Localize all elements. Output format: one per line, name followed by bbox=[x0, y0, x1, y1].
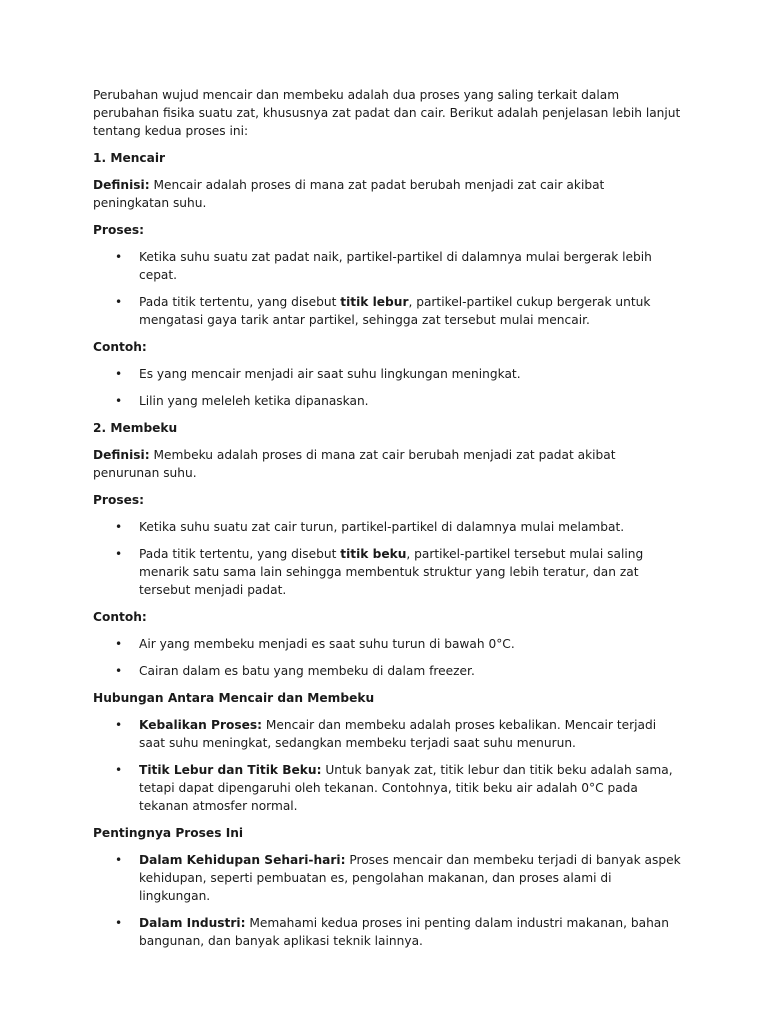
list-item: • Lilin yang meleleh ketika dipanaskan. bbox=[115, 394, 369, 408]
list-item: • Cairan dalam es batu yang membeku di dalam freezer. bbox=[115, 664, 475, 678]
contoh-label-mencair: Contoh: bbox=[93, 340, 147, 354]
list-item: • Kebalikan Proses: Mencair dan membeku adalah proses kebalikan. Mencair terjadi saat suhu meningkat, sedangkan membeku terjadi saat suhu menurun. bbox=[115, 718, 657, 750]
list-item: • Air yang membeku menjadi es saat suhu turun di bawah 0°C. bbox=[115, 637, 515, 651]
bullet-icon: • bbox=[115, 295, 123, 309]
pentingnya-list bbox=[93, 851, 683, 950]
proses-label-membeku: Proses: bbox=[93, 493, 144, 507]
proses-list-membeku bbox=[93, 518, 683, 599]
definition-label: Definisi: bbox=[93, 448, 150, 462]
proses-list-mencair bbox=[93, 248, 683, 329]
definition-label: Definisi: bbox=[93, 178, 150, 192]
definition-text: Mencair adalah proses di mana zat padat berubah menjadi zat cair akibat peningkatan suhu. bbox=[93, 178, 605, 210]
section-heading-membeku: 2. Membeku bbox=[93, 421, 178, 435]
list-item: • Dalam Kehidupan Sehari-hari: Proses mencair dan membeku terjadi di banyak aspek kehidupan, seperti pembuatan es, pengolahan makanan, dan proses alami di lingkungan. bbox=[115, 853, 681, 903]
document-page bbox=[93, 86, 683, 959]
definition-mencair bbox=[93, 176, 683, 212]
definition-membeku bbox=[93, 446, 683, 482]
bullet-icon: • bbox=[115, 394, 123, 408]
section-heading-hubungan: Hubungan Antara Mencair dan Membeku bbox=[93, 691, 375, 705]
list-item: • Ketika suhu suatu zat padat naik, partikel-partikel di dalamnya mulai bergerak lebih cepat. bbox=[115, 250, 652, 282]
definition-text: Membeku adalah proses di mana zat cair berubah menjadi zat padat akibat penurunan suhu. bbox=[93, 448, 616, 480]
bullet-icon: • bbox=[115, 763, 123, 777]
list-item: • Es yang mencair menjadi air saat suhu lingkungan meningkat. bbox=[115, 367, 521, 381]
intro-paragraph: Perubahan wujud mencair dan membeku adalah dua proses yang saling terkait dalam perubahan fisika suatu zat, khususnya zat padat dan cair. Berikut adalah penjelasan lebih lanjut tentang kedua proses ini: bbox=[93, 88, 681, 138]
list-item: • Ketika suhu suatu zat cair turun, partikel-partikel di dalamnya mulai melambat. bbox=[115, 520, 625, 534]
bullet-icon: • bbox=[115, 250, 123, 264]
contoh-list-membeku bbox=[93, 635, 683, 680]
bullet-icon: • bbox=[115, 916, 123, 930]
section-heading-mencair: 1. Mencair bbox=[93, 151, 166, 165]
list-item: • Dalam Industri: Memahami kedua proses ini penting dalam industri makanan, bahan bangunan, dan banyak aplikasi teknik lainnya. bbox=[115, 916, 669, 948]
term-titik-lebur: titik lebur bbox=[340, 295, 409, 309]
section-heading-pentingnya: Pentingnya Proses Ini bbox=[93, 826, 244, 840]
list-item: • Pada titik tertentu, yang disebut titik beku, partikel-partikel tersebut mulai saling menarik satu sama lain sehingga membentuk struktur yang lebih teratur, dan zat tersebut menjadi padat. bbox=[115, 547, 644, 597]
bullet-icon: • bbox=[115, 637, 123, 651]
contoh-list-mencair bbox=[93, 365, 683, 410]
term-titik-beku: titik beku bbox=[340, 547, 407, 561]
proses-label-mencair: Proses: bbox=[93, 223, 144, 237]
list-item: • Pada titik tertentu, yang disebut titik lebur, partikel-partikel cukup bergerak untuk mengatasi gaya tarik antar partikel, sehingga zat tersebut mulai mencair. bbox=[115, 295, 651, 327]
bullet-icon: • bbox=[115, 664, 123, 678]
bullet-icon: • bbox=[115, 547, 123, 561]
bullet-icon: • bbox=[115, 367, 123, 381]
bullet-icon: • bbox=[115, 718, 123, 732]
contoh-label-membeku: Contoh: bbox=[93, 610, 147, 624]
bullet-icon: • bbox=[115, 520, 123, 534]
hubungan-list bbox=[93, 716, 683, 815]
bullet-icon: • bbox=[115, 853, 123, 867]
list-item: • Titik Lebur dan Titik Beku: Untuk banyak zat, titik lebur dan titik beku adalah sama, tetapi dapat dipengaruhi oleh tekanan. Contohnya, titik beku air adalah 0°C pada tekanan atmosfer normal. bbox=[115, 763, 673, 813]
